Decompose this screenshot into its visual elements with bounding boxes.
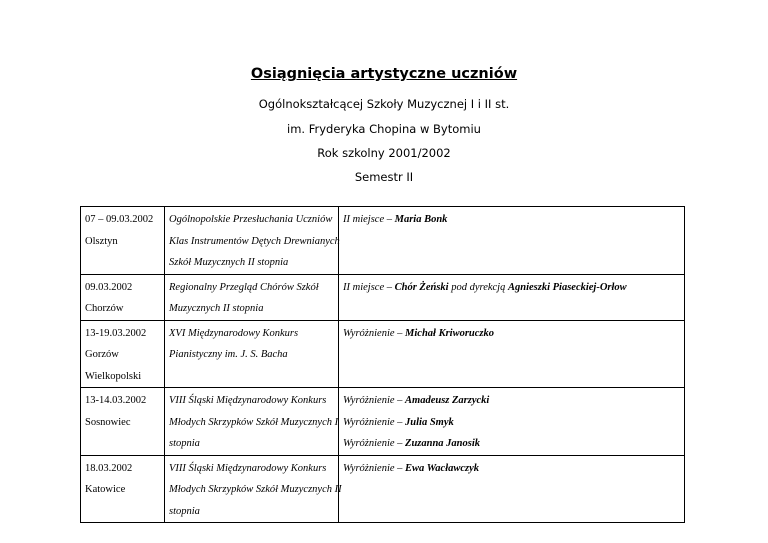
- event-name-line: stopnia: [169, 505, 200, 517]
- event-place: Sosnowiec: [85, 416, 131, 428]
- event-cell: [165, 274, 339, 320]
- event-cell: [165, 320, 339, 388]
- result-line: [343, 458, 680, 480]
- event-date: 09.03.2002: [85, 281, 133, 293]
- event-place: Olsztyn: [85, 235, 118, 247]
- result-prefix: II miejsce –: [343, 281, 395, 293]
- result-prefix: Wyróżnienie –: [343, 462, 406, 474]
- result-line: [343, 209, 680, 231]
- winner-name: Michał Kriworuczko: [405, 327, 495, 339]
- event-name-line: Ogólnopolskie Przesłuchania Uczniów: [169, 214, 333, 225]
- result-middle: pod dyrekcją: [448, 281, 508, 293]
- table-row: [81, 320, 685, 388]
- event-name-line: Młodych Skrzypków Szkół Muzycznych I: [169, 416, 339, 428]
- event-date: 18.03.2002: [85, 462, 133, 474]
- date-place-cell: [81, 207, 165, 275]
- result-cell: [339, 207, 685, 275]
- result-cell: [339, 388, 685, 456]
- event-name-line: stopnia: [169, 438, 200, 449]
- result-prefix: Wyróżnienie –: [343, 327, 406, 339]
- document-title: Osiągnięcia artystyczne uczniów: [250, 66, 518, 82]
- event-place: Wielkopolski: [85, 370, 142, 382]
- result-prefix: Wyróżnienie –: [343, 416, 406, 428]
- table-row: [81, 207, 685, 275]
- table-row: [81, 455, 685, 523]
- semester-line: Semestr II: [354, 170, 414, 184]
- event-name-line: XVI Międzynarodowy Konkurs: [169, 327, 299, 339]
- event-place: Gorzów: [85, 349, 119, 360]
- event-place: Chorzów: [85, 303, 124, 314]
- result-cell: [339, 455, 685, 523]
- event-name-line: Muzycznych II stopnia: [169, 303, 264, 314]
- conductor-name: Agnieszki Piaseckiej-Orłow: [507, 281, 627, 293]
- event-date: 13-19.03.2002: [85, 327, 147, 339]
- school-patron-line: im. Fryderyka Chopina w Bytomiu: [287, 122, 481, 136]
- table-row: [81, 388, 685, 456]
- event-cell: [165, 388, 339, 456]
- event-name-line: Klas Instrumentów Dętych Drewnianych: [169, 235, 340, 247]
- date-place-cell: [81, 320, 165, 388]
- event-name-line: Regionalny Przegląd Chórów Szkół: [169, 281, 319, 293]
- result-prefix: Wyróżnienie –: [343, 395, 406, 406]
- winner-name: Julia Smyk: [405, 416, 454, 428]
- event-cell: [165, 207, 339, 275]
- result-line: [343, 412, 680, 434]
- result-line: [343, 433, 680, 455]
- table-row: [81, 274, 685, 320]
- event-name-line: Pianistyczny im. J. S. Bacha: [169, 349, 288, 360]
- event-name-line: VIII Śląski Międzynarodowy Konkurs: [169, 395, 327, 406]
- result-prefix: Wyróżnienie –: [343, 438, 406, 449]
- result-line: [343, 323, 680, 345]
- event-date: 07 – 09.03.2002: [85, 214, 154, 225]
- result-line: [343, 390, 680, 412]
- date-place-cell: [81, 388, 165, 456]
- event-name-line: VIII Śląski Międzynarodowy Konkurs: [169, 462, 327, 474]
- winner-name: Chór Żeński: [394, 281, 449, 293]
- result-cell: [339, 274, 685, 320]
- event-name-line: Szkół Muzycznych II stopnia: [169, 257, 289, 268]
- event-place: Katowice: [85, 484, 126, 495]
- event-cell: [165, 455, 342, 523]
- winner-name: Maria Bonk: [394, 214, 448, 225]
- event-name-line: Młodych Skrzypków Szkół Muzycznych II: [169, 484, 342, 495]
- achievements-table: [80, 206, 685, 523]
- result-cell: [339, 320, 685, 388]
- date-place-cell: [81, 274, 165, 320]
- winner-name: Ewa Wacławczyk: [405, 462, 480, 474]
- school-name-line: Ogólnokształcącej Szkoły Muzycznej I i II st.: [258, 97, 510, 111]
- winner-name: Amadeusz Zarzycki: [405, 395, 490, 406]
- school-year-line: Rok szkolny 2001/2002: [317, 146, 451, 160]
- event-date: 13-14.03.2002: [85, 395, 147, 406]
- result-prefix: II miejsce –: [343, 214, 395, 225]
- date-place-cell: [81, 455, 165, 523]
- result-line: [343, 277, 680, 299]
- winner-name: Zuzanna Janosik: [405, 438, 481, 449]
